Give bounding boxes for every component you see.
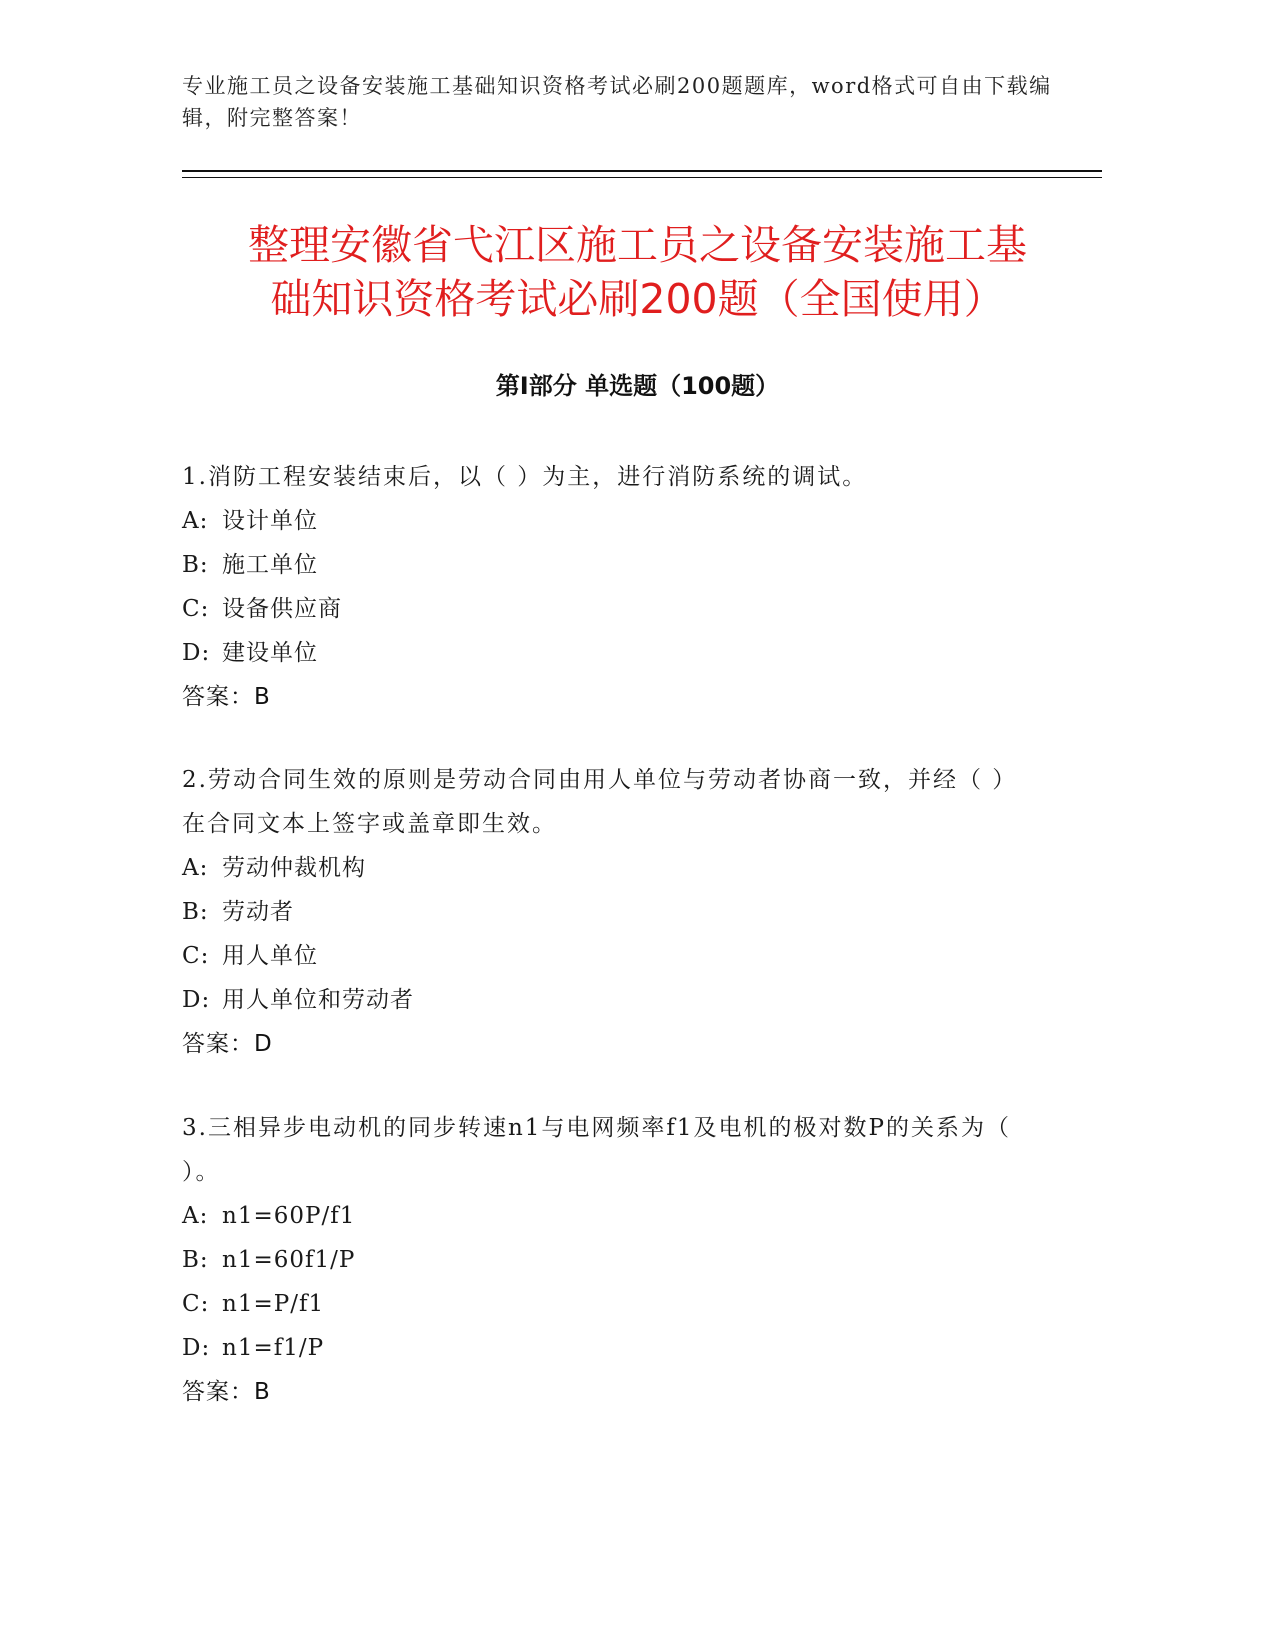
option-letter: C: (182, 1291, 210, 1317)
option-text: 设备供应商 (222, 596, 342, 622)
header-rule-thick (182, 170, 1102, 172)
question-stem: 1.消防工程安装结束后，以（ ）为主，进行消防系统的调试。 (182, 464, 868, 490)
document-title-line-2: 础知识资格考试必刷200题（全国使用） (270, 275, 1005, 323)
option-a (182, 499, 1022, 543)
option-d (182, 978, 1022, 1022)
question-3 (182, 1106, 1022, 1414)
option-letter: D: (182, 640, 211, 666)
option-c (182, 587, 1022, 631)
option-letter: B: (182, 1247, 209, 1273)
option-text: 设计单位 (222, 508, 318, 534)
document-title (180, 218, 1095, 326)
option-text: 用人单位 (222, 943, 318, 969)
document-title-line-1: 整理安徽省弋江区施工员之设备安装施工基 (248, 221, 1027, 269)
option-letter: C: (182, 596, 210, 622)
option-b (182, 1238, 1022, 1282)
answer: 答案：B (182, 1379, 271, 1405)
option-text: n1=f1/P (222, 1335, 325, 1361)
option-text: n1=60f1/P (222, 1247, 356, 1273)
answer: 答案：B (182, 684, 271, 710)
option-letter: A: (182, 855, 209, 881)
option-text: n1=P/f1 (222, 1291, 325, 1317)
option-a (182, 1194, 1022, 1238)
question-1 (182, 455, 1022, 719)
option-text: 建设单位 (222, 640, 318, 666)
option-b (182, 890, 1022, 934)
header-note: 专业施工员之设备安装施工基础知识资格考试必刷200题题库，word格式可自由下载编辑，附完整答案！ (182, 74, 1052, 130)
option-letter: C: (182, 943, 210, 969)
header-rule-thin (182, 177, 1102, 178)
question-stem: 2.劳动合同生效的原则是劳动合同由用人单位与劳动者协商一致，并经（ ）在合同文本上签字或盖章即生效。 (182, 767, 1018, 837)
option-text: 施工单位 (222, 552, 318, 578)
question-2 (182, 758, 1022, 1066)
option-letter: B: (182, 899, 209, 925)
option-a (182, 846, 1022, 890)
option-text: 劳动者 (222, 899, 294, 925)
option-text: 劳动仲裁机构 (222, 855, 366, 881)
option-b (182, 543, 1022, 587)
option-c (182, 934, 1022, 978)
option-d (182, 1326, 1022, 1370)
option-text: 用人单位和劳动者 (222, 987, 414, 1013)
option-letter: B: (182, 552, 209, 578)
option-text: n1=60P/f1 (222, 1203, 356, 1229)
option-letter: D: (182, 1335, 211, 1361)
option-letter: A: (182, 1203, 209, 1229)
question-stem: 3.三相异步电动机的同步转速n1与电网频率f1及电机的极对数P的关系为（ ）。 (182, 1115, 1012, 1185)
answer: 答案：D (182, 1031, 273, 1057)
option-d (182, 631, 1022, 675)
section-heading: 第I部分 单选题（100题） (495, 372, 780, 400)
option-c (182, 1282, 1022, 1326)
option-letter: D: (182, 987, 211, 1013)
option-letter: A: (182, 508, 209, 534)
